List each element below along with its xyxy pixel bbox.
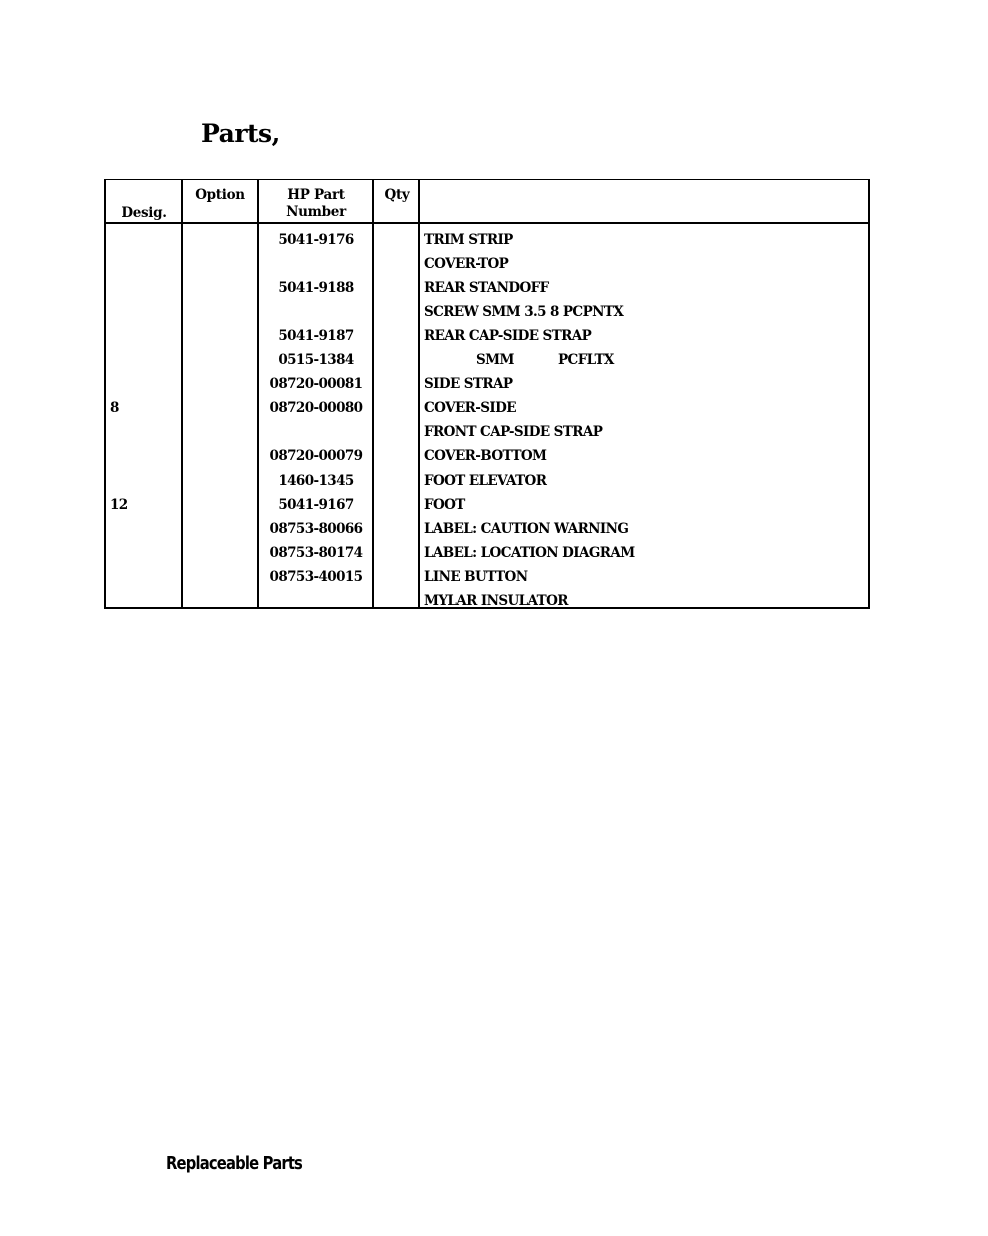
description-cell: REAR STANDOFF — [424, 280, 549, 296]
description-cell: LINE BUTTON — [424, 569, 528, 585]
ref-desig-cell: 12 — [110, 497, 128, 513]
part-number-cell: 0515-1384 — [278, 352, 354, 368]
part-number-cell: 1460-1345 — [278, 473, 354, 489]
header-option: Option — [195, 187, 245, 203]
header-ref-desig: Desig. — [121, 205, 167, 221]
description-fragment: SMM — [476, 352, 514, 368]
header-hp-part-line2: Number — [286, 204, 346, 220]
description-cell: FOOT — [424, 497, 465, 513]
page-footer: Replaceable Parts — [166, 1153, 303, 1174]
part-number-cell: 08753-40015 — [269, 569, 363, 585]
description-cell: COVER-BOTTOM — [424, 448, 547, 464]
description-cell: TRIM STRIP — [424, 232, 513, 248]
part-number-cell: 08753-80066 — [269, 521, 363, 537]
description-cell: SIDE STRAP — [424, 376, 513, 392]
description-cell: SCREW SMM 3.5 8 PCPNTX — [424, 304, 624, 320]
part-number-cell: 5041-9187 — [278, 328, 354, 344]
description-cell: REAR CAP-SIDE STRAP — [424, 328, 592, 344]
parts-table — [104, 179, 870, 609]
part-number-cell: 08720-00080 — [269, 400, 363, 416]
part-number-cell: 5041-9188 — [278, 280, 354, 296]
part-number-cell: 5041-9167 — [278, 497, 354, 513]
column-divider — [418, 180, 420, 607]
description-cell: COVER-SIDE — [424, 400, 516, 416]
description-cell: LABEL: LOCATION DIAGRAM — [424, 545, 635, 561]
page-heading: Parts, — [201, 119, 280, 148]
description-cell: COVER-TOP — [424, 256, 509, 272]
header-rule — [106, 222, 868, 224]
description-cell: FRONT CAP-SIDE STRAP — [424, 424, 603, 440]
header-hp-part-line1: HP Part — [287, 187, 345, 203]
part-number-cell: 08753-80174 — [269, 545, 363, 561]
part-number-cell: 08720-00081 — [269, 376, 363, 392]
header-hp-part — [258, 187, 374, 221]
part-number-cell: 08720-00079 — [269, 448, 363, 464]
part-number-cell: 5041-9176 — [278, 232, 354, 248]
ref-desig-cell: 8 — [110, 400, 119, 416]
column-divider — [181, 180, 183, 607]
header-qty: Qty — [384, 187, 410, 203]
description-cell: FOOT ELEVATOR — [424, 473, 547, 489]
description-fragment: PCFLTX — [558, 352, 614, 368]
description-cell: MYLAR INSULATOR — [424, 593, 568, 609]
description-cell: LABEL: CAUTION WARNING — [424, 521, 629, 537]
